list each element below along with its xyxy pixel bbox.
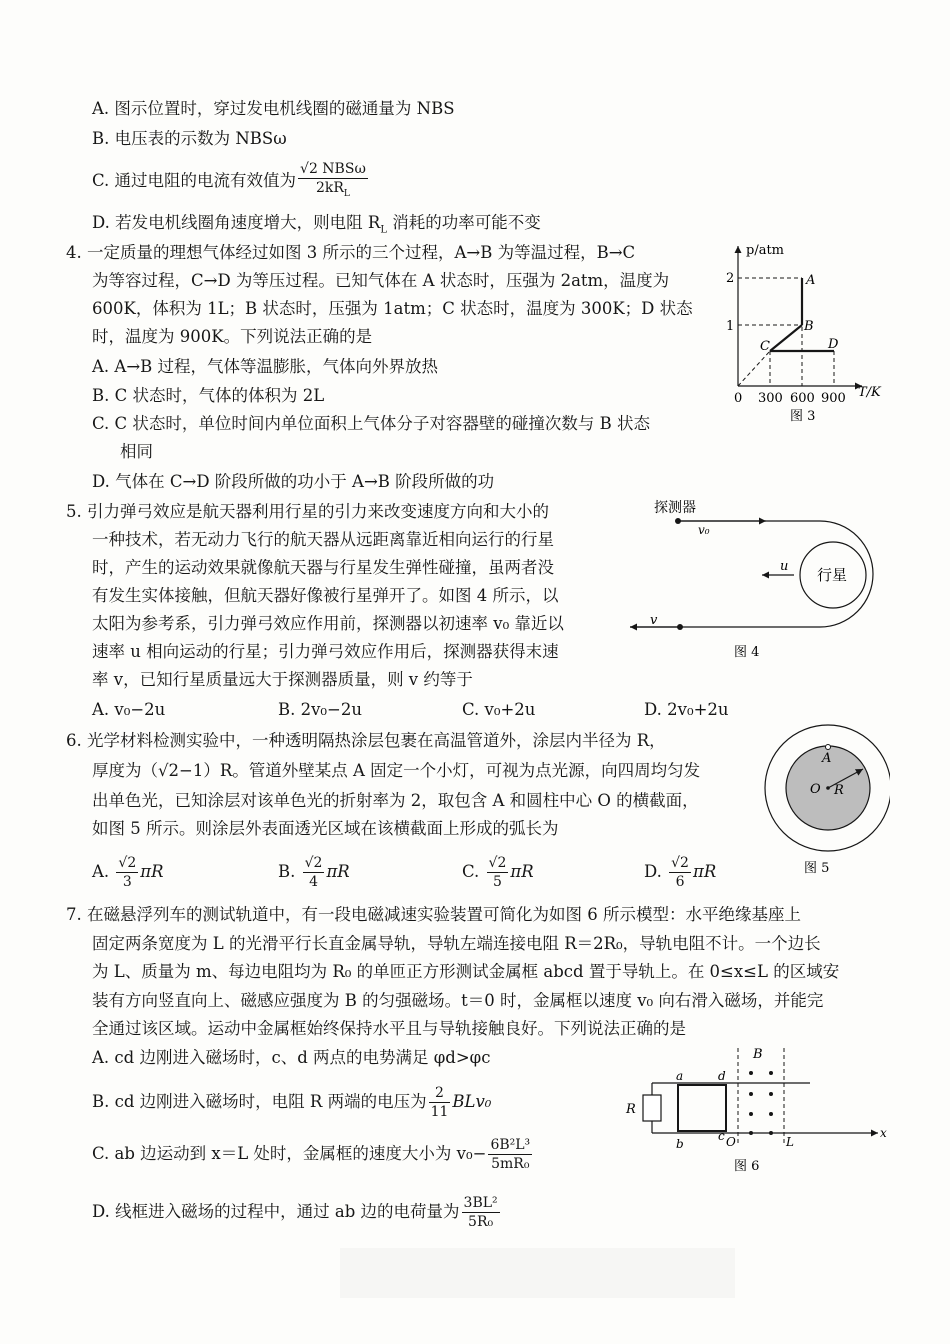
x-tick-0: 0 (734, 391, 743, 406)
x-axis-label: T/K (858, 385, 881, 400)
q7-line-1: 7. 在磁悬浮列车的测试轨道中，有一段电磁减速实验装置可简化为如图 6 所示模型：水平绝缘基座上 (66, 905, 801, 924)
q5-line-6: 速率 u 相向运动的行星；引力弹弓效应作用后，探测器获得末速 (92, 642, 559, 661)
point-b-label: B (804, 319, 814, 334)
q5-option-b: B. 2v₀−2u (278, 700, 362, 719)
option-fraction (462, 1194, 500, 1231)
fraction-denominator: 5mR₀ (491, 1156, 530, 1172)
q4-line-2: 为等容过程，C→D 为等压过程。已知气体在 A 状态时，压强为 2atm，温度为 (92, 271, 670, 290)
option-tail: πR (692, 862, 717, 881)
x-tick-900: 900 (821, 391, 846, 406)
dash-origin-c (738, 351, 770, 386)
probe-label: 探测器 (654, 500, 696, 516)
q4-line-4: 时，温度为 900K。下列说法正确的是 (92, 327, 373, 346)
q4-option-c-cont: 相同 (120, 442, 153, 461)
figure-3-pt-graph (722, 238, 892, 428)
planet-label: 行星 (817, 566, 848, 584)
fraction-numerator: √2 (304, 855, 323, 871)
fraction-numerator: 2 (429, 1084, 451, 1103)
option-text: D. 线框进入磁场的过程中，通过 ab 边的电荷量为 (92, 1202, 460, 1221)
fraction-denominator: 5 (493, 874, 502, 890)
figure-5-caption: 图 5 (804, 861, 830, 876)
den-text: 2kR (315, 180, 344, 196)
point-a-lamp (826, 745, 831, 750)
fraction-denominator: 5R₀ (468, 1214, 494, 1230)
q7-line-5: 全通过该区域。运动中金属框始终保持水平且与导轨接触良好。下列说法正确的是 (92, 1019, 686, 1038)
square-frame-abcd (678, 1085, 726, 1131)
q3-option-d-tail: 消耗的功率可能不变 (386, 213, 541, 232)
d-label: d (718, 1069, 726, 1083)
field-dots (749, 1071, 773, 1135)
fraction-numerator: √2 (118, 855, 137, 871)
q3-option-d-sub: L (380, 224, 387, 236)
q5-option-c: C. v₀+2u (462, 700, 536, 719)
option-text: C. ab 边运动到 x＝L 处时，金属框的速度大小为 v₀− (92, 1144, 487, 1163)
a-label: A (822, 751, 832, 766)
resistor-r (643, 1095, 661, 1121)
den-sub: L (343, 188, 350, 199)
fraction-denominator: 4 (309, 874, 318, 890)
q7-option-d (92, 1194, 502, 1231)
option-fraction (303, 854, 325, 891)
fraction-denominator: 11 (430, 1104, 449, 1120)
x-label: x (880, 1126, 887, 1140)
b-label: b (676, 1137, 684, 1151)
q6-line-3: 出单色光，已知涂层对该单色光的折射率为 2，取包含 A 和圆柱中心 O 的横截面， (92, 791, 699, 810)
q7-option-b (92, 1084, 491, 1121)
process-bc (770, 325, 802, 351)
fraction-numerator: 6B²L³ (490, 1137, 531, 1153)
q6-line-1: 6. 光学材料检测实验中，一种透明隔热涂层包裹在高温管道外，涂层内半径为 R， (66, 731, 666, 750)
figure-4-caption: 图 4 (734, 645, 760, 660)
option-fraction (488, 1136, 532, 1173)
q3-option-c (92, 160, 370, 203)
b-field-label: B (753, 1047, 763, 1062)
option-label: A. (92, 862, 110, 881)
option-tail: πR (140, 862, 164, 881)
q7-line-3: 为 L、质量为 m、每边电阻均为 R₀ 的单匝正方形测试金属框 abcd 置于导轨上。在 0≤x≤L 的区域安 (92, 962, 840, 981)
q7-option-a: A. cd 边刚进入磁场时，c、d 两点的电势满足 φd>φc (92, 1048, 491, 1067)
q4-line-1: 4. 一定质量的理想气体经过如图 3 所示的三个过程，A→B 为等温过程，B→C (66, 243, 636, 262)
fraction-denominator: 3 (122, 874, 132, 890)
point-c-label: C (760, 339, 770, 354)
fraction-numerator: 3BL² (463, 1195, 498, 1211)
q5-line-1: 5. 引力弹弓效应是航天器利用行星的引力来改变速度方向和大小的 (66, 502, 549, 521)
option-tail: πR (326, 862, 350, 881)
v0-label: v₀ (698, 523, 710, 537)
q5-line-7: 率 v，已知行星质量远大于探测器质量，则 v 约等于 (92, 670, 473, 689)
q5-option-d: D. 2v₀+2u (644, 700, 729, 719)
fraction-denominator (298, 179, 368, 203)
c-label: c (718, 1129, 725, 1143)
q5-line-2: 一种技术，若无动力飞行的航天器从远距离靠近相向运行的行星 (92, 530, 554, 549)
figure-5-cross-section (758, 722, 890, 880)
fraction-numerator: √2 (488, 855, 507, 871)
fraction-numerator: √2 (671, 855, 689, 871)
q4-option-b: B. C 状态时，气体的体积为 2L (92, 386, 325, 405)
option-label: D. (644, 862, 662, 881)
o-label: O (810, 782, 821, 797)
q4-option-c: C. C 状态时，单位时间内单位面积上气体分子对容器壁的碰撞次数与 B 状态 (92, 414, 651, 433)
x-tick-600: 600 (790, 391, 815, 406)
q6-option-b (278, 854, 350, 891)
q6-option-a (92, 854, 164, 891)
figure-3-caption: 图 3 (790, 409, 816, 424)
q6-line-2: 厚度为（√2−1）R。管道外壁某点 A 固定一个小灯，可视为点光源，向四周均匀发 (92, 761, 701, 780)
q5-line-4: 有发生实体接触，但航天器好像被行星弹开了。如图 4 所示，以 (92, 586, 559, 605)
q6-option-c (462, 854, 534, 891)
q5-option-a: A. v₀−2u (92, 700, 166, 719)
option-text: B. cd 边刚进入磁场时，电阻 R 两端的电压为 (92, 1092, 427, 1111)
u-label: u (780, 559, 789, 574)
point-d-label: D (828, 337, 839, 352)
q4-option-d: D. 气体在 C→D 阶段所做的功小于 A→B 阶段所做的功 (92, 472, 495, 491)
q3-option-c-text: C. 通过电阻的电流有效值为 (92, 170, 297, 190)
point-a-label: A (806, 273, 816, 288)
q7-line-2: 固定两条宽度为 L 的光滑平行长直金属导轨，导轨左端连接电阻 R＝2R₀，导轨电阻不计。一个边长 (92, 934, 821, 953)
q7-line-4: 装有方向竖直向上、磁感应强度为 B 的匀强磁场。t＝0 时，金属框以速度 v₀ 向右滑入磁场，并能完 (92, 991, 824, 1010)
q3-option-d-text: D. 若发电机线圈角速度增大，则电阻 R (92, 213, 381, 232)
o-label: O (726, 1135, 736, 1149)
option-tail: BLv₀ (452, 1092, 492, 1111)
option-fraction (487, 854, 509, 891)
q4-line-3: 600K，体积为 1L；B 状态时，压强为 1atm；C 状态时，温度为 300K；D 状态 (92, 299, 693, 318)
x-tick-300: 300 (758, 391, 783, 406)
option-fraction (116, 854, 138, 891)
q3-option-a: A. 图示位置时，穿过发电机线圈的磁通量为 NBS (92, 99, 455, 118)
y-tick-1: 1 (726, 319, 735, 334)
q6-option-d (644, 854, 716, 891)
q3-option-c-fraction (298, 160, 368, 203)
option-label: C. (462, 862, 480, 881)
l-label: L (786, 1135, 794, 1149)
v-label: v (650, 613, 658, 628)
option-label: B. (278, 862, 296, 881)
probe-dot-end (677, 624, 683, 630)
q3-option-d (92, 211, 541, 242)
r-label: R (834, 783, 844, 798)
figure-6-caption: 图 6 (734, 1159, 760, 1174)
option-fraction (669, 854, 691, 891)
scan-shade (340, 1248, 735, 1298)
y-axis-label: p/atm (746, 243, 785, 258)
fraction-numerator: √2 NBSω (300, 161, 366, 177)
q6-line-4: 如图 5 所示。则涂层外表面透光区域在该横截面上形成的弧长为 (92, 819, 559, 838)
figure-6-rail-model (618, 1040, 894, 1180)
q5-line-5: 太阳为参考系，引力弹弓效应作用前，探测器以初速率 v₀ 靠近以 (92, 614, 564, 633)
q3-option-b: B. 电压表的示数为 NBSω (92, 129, 287, 148)
option-tail: πR (510, 862, 534, 881)
r-label: R (626, 1102, 636, 1117)
fraction-denominator: 6 (675, 874, 685, 890)
q5-line-3: 时，产生的运动效果就像航天器与行星发生弹性碰撞，虽两者没 (92, 558, 554, 577)
y-tick-2: 2 (726, 271, 735, 286)
figure-4-slingshot (620, 494, 900, 664)
q4-option-a: A. A→B 过程，气体等温膨胀，气体向外界放热 (92, 357, 439, 376)
q7-option-c (92, 1136, 534, 1173)
option-fraction (429, 1084, 451, 1121)
a-label: a (676, 1069, 684, 1083)
